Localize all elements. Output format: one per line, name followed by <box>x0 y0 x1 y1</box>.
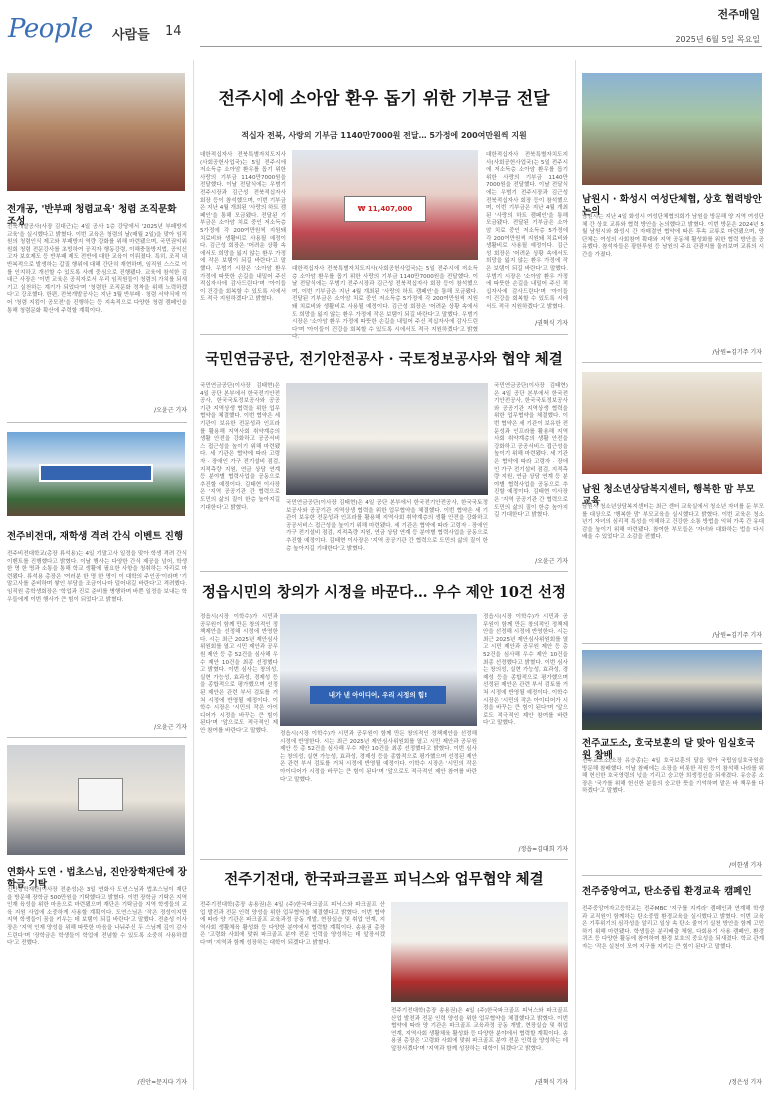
article-divider <box>582 362 762 363</box>
article-body: 정읍시(시장 이학수)가 시민과 공무원이 함께 만든 창의적인 정책제안을 선정해 시정에 반영한다. 시는 최근 2025년 제안심사위원회를 열고 시민 제안과 공무원 제안 등 총 52건을 심사해 우수 제안 10건을 최종 선정했다고 밝혔다. 이번 심사는 창의성, 실현 가능성, 효과성, 경제성 등을 종합적으로 평가했으며 선정된 제안은 관련 부서 검토를 거쳐 시정에 반영될 예정이다. 이학수 시장은 '시민의 작은 아이디어가 시정을 바꾸는 큰 힘이 된다'며 '앞으로도 적극적인 제안 참여를 바란다'고 말했다. <box>200 614 278 734</box>
page-header <box>0 0 768 52</box>
article-body-cont: 국민연금공단(이사장 김태현)은 4일 공단 본부에서 한국전기안전공사, 한국국토정보공사와 공공기관 지역상생 협력을 위한 업무협약을 체결했다. 이번 협약은 세 기관이 보유한 전문성과 인프라를 활용해 지역사회 취약계층의 생활 안전을 강화하고 공공서비스 접근성을 높이기 위해 마련됐다. 세 기관은 협약에 따라 고령자 · 장애인 가구 전기설비 점검, 지적측량 지원, 연금 상담 연계 등 분야별 협력사업을 공동으로 추진할 예정이다. 김태현 이사장은 '지역 공공기관 간 협력으로 도민의 삶의 질이 한층 높아지길 기대한다'고 밝혔다. <box>286 500 488 552</box>
article-body: 진안장학재단(이사장 전춘성)은 3일 연화사 도연스님과 법초스님이 재단을 방문해 장학금 500만원을 기탁했다고 밝혔다. 이번 장학금 기탁은 지역 인재 육성을 위한 마음으로 마련됐으며 재단은 기탁금을 지역 학생들의 교육 지원 사업에 소중하게 사용할 계획이다. 도연스님은 '작은 정성이지만 지역 학생들이 꿈을 키우는 데 보탬이 되길 바란다'고 말했다. 전춘성 이사장은 '지역 인재 양성을 위해 따뜻한 마음을 나눠주신 두 스님께 깊이 감사드린다'며 '장학금은 학생들이 학업에 전념할 수 있도록 소중히 사용하겠다'고 전했다. <box>7 887 187 947</box>
article-title: 전주중앙여고, 탄소중립 환경교육 캠페인 <box>582 886 752 897</box>
article-body: 전주교도소(소장 유승종)는 4일 호국보훈의 달을 맞아 국립임실호국원을 방문해 참배했다. 이날 참배에는 소장을 비롯한 직원 등이 참석해 나라를 위해 헌신한 호국영령의 넋을 기리고 숭고한 희생정신을 되새겼다. 유승종 소장은 '국가를 위해 헌신한 분들의 숭고한 뜻을 기억하며 맡은 바 책무를 다하겠다'고 말했다. <box>582 758 764 795</box>
article-body-cont: 정읍시(시장 이학수)가 시민과 공무원이 함께 만든 창의적인 정책제안을 선정해 시정에 반영한다. 시는 최근 2025년 제안심사위원회를 열고 시민 제안과 공무원 제안 등 총 52건을 심사해 우수 제안 10건을 최종 선정했다고 밝혔다. 이번 심사는 창의성, 실현 가능성, 효과성, 경제성 등을 종합적으로 평가했으며 선정된 제안은 관련 부서 검토를 거쳐 시정에 반영될 예정이다. 이학수 시장은 '시민의 작은 아이디어가 시정을 바꾸는 큰 힘이 된다'며 '앞으로도 적극적인 제안 참여를 바란다'고 말했다. <box>280 731 477 783</box>
article-photo <box>292 150 478 260</box>
article-title: 연화사 도연 · 법초스님, 진안장학재단에 장학금 기탁 <box>7 867 187 890</box>
article-photo <box>7 432 185 516</box>
column-divider-left <box>193 60 194 1090</box>
article-divider <box>200 571 568 572</box>
article-body: 남원시 청소년상담복지센터는 최근 센터 교육실에서 청소년 자녀를 둔 부모를 대상으로 '행복한 맘' 부모교육을 실시했다고 밝혔다. 이번 교육은 청소년기 자녀의 심리적 특성을 이해하고 건강한 소통 방법을 익혀 가족 간 유대감을 높이기 위해 마련됐다. 참여한 부모들은 '자녀와 대화하는 법을 다시 배울 수 있었다'고 소감을 전했다. <box>582 504 764 541</box>
header-rule <box>200 46 762 47</box>
article-byline: /남원=김기주 기자 <box>712 632 762 639</box>
article-body: 전북개발공사(사장 김대근)는 4일 공사 1층 강당에서 '2025년 부패방지 교육'을 실시했다고 밝혔다. 이번 교육은 청렴의 날(매월 2일)을 맞아 임직원의 청렴인식 제고와 부패방지 역량 강화를 위해 마련됐으며, 국민권익위원회 청렴 전문강사를 초빙하여 공직자 행동강령, 이해충돌방지법, 공익신고자 보호제도 등 반부패 제도 전반에 대한 교육이 이뤄졌다. 특히, 조직 내 반복적으로 발생하는 갑질 행위에 대해 간단히 재현하며, 임직원 스스로 이를 인지하고 개선할 수 있도록 사례 중심으로 진행됐다. 교육에 참석한 김대근 사장은 '이번 교육은 공직자로서 우리 임직원들이 청렴의 가치를 되새기고 실천하는 계기가 되었다'며 '청렴한 조직문화 정착을 위해 노력하겠다'고 강조했다. 한편, 전북개발공사는 지난 3월 반부패 · 청렴 서약식에 이어 '청렴 지킴이 공모전'을 진행하는 등 지속적으로 다양한 청렴 캠페인을 통해 청렴문화 확산에 주력할 계획이다. <box>7 224 187 314</box>
article-title: 남원시 · 화성시 여성단체협, 상호 협력방안 논의 <box>582 194 762 217</box>
section-brand: People <box>8 14 93 44</box>
article-byline: /오윤근 기자 <box>154 724 187 731</box>
article-byline: /남원=김기주 기자 <box>712 349 762 356</box>
paper-name: 전주매일 <box>717 8 760 21</box>
article-byline: /정은성 기자 <box>729 1079 762 1086</box>
article-byline: /권혁식 기자 <box>535 320 568 327</box>
article-photo <box>582 372 762 474</box>
article-byline: /정읍=김대희 기자 <box>518 846 568 853</box>
article-body: 전주비전대학교(총장 류석용)는 4일 기말고사 일정을 맞아 학생 격려 간식 이벤트를 진행했다고 밝혔다. 이날 행사는 다양한 간식 제공을 넘어, 학생 한 명 한 명과 소통을 통해 학교 생활에 필요한 사항을 청취하는 자리로 마련됐다. 류석용 총장은 '여러분 한 명 한 명이 이 대학의 주인공'이라며 '기말고사를 준비하며 쌓인 부담을 조금이나마 덜어내길 바란다'고 격려했다. 임직원 총학생회장은 '학업과 진로 준비를 병행하며 바쁜 일정을 보내는 학우들에게 이번 행사가 큰 힘이 되었다'고 밝혔다. <box>7 551 187 603</box>
subheadline: 적십자 전북, 사랑의 기부금 1140만7000원 전달… 5가정에 200여만원씩 지원 <box>241 131 527 140</box>
article-photo <box>7 73 185 191</box>
article-title: 전주비전대, 재학생 격려 간식 이벤트 진행 <box>7 531 184 542</box>
article-divider <box>7 737 187 738</box>
article-body: 남원시는 지난 4일 화성시 여성단체협의회가 남원을 방문해 양 지역 여성단체 간 상호 교류와 협력 방안을 논의했다고 밝혔다. 이번 방문은 2024년 5월 남원시와 화성시 간 자매결연 협약에 따른 후속 교류로 마련됐으며, 양 단체는 여성의 사회참여 확대와 지역 공동체 활성화를 위한 협력 방안을 공유했다. 참석자들은 광한루원 등 남원의 주요 관광지를 둘러보며 교류의 시간을 가졌다. <box>582 214 764 258</box>
article-photo <box>582 73 762 185</box>
article-byline: /이한샘 기자 <box>729 862 762 869</box>
headline: 정읍시민의 창의가 시정을 바꾼다… 우수 제안 10건 선정 <box>201 584 567 601</box>
article-divider <box>582 643 762 644</box>
article-body-cont: 대한적십자사 전북특별자치도지사(사회공헌사업국)는 5일 전주시에 저소득층 소아암 환우를 돕기 위한 사랑의 기부금 1140만7000원을 전달했다. 이날 전달식에는 우범기 전주시장과 김근성 전북적십자사 회장 등이 참석했으며, 이번 기부금은 지난 4월 개최된 '사랑의 하트 캠페인'을 통해 모금됐다. 전달된 기부금은 소아암 치료 중인 저소득층 5가정에 각 200여만원씩 지원돼 치료비와 생활비로 사용될 예정이다. 김근성 회장은 '어려운 상황 속에서도 희망을 잃지 않는 환우 가정에 작은 보탬이 되길 바란다'고 말했다. 우범기 시장은 '소아암 환우 가정에 따뜻한 손길을 내밀어 주신 적십자사에 감사드린다'며 '아이들이 건강을 회복할 수 있도록 시에서도 적극 지원하겠다'고 밝혔다. <box>292 266 478 341</box>
article-photo <box>582 650 762 730</box>
article-title: 전개공, '반부패 청렴교육' 청렴 조직문화 조성 <box>7 204 177 227</box>
article-body-cont: 전주기전대학(총장 송용권)은 4일 (주)한국파크골프 피닉스와 파크골프 산업 발전과 전문 인력 양성을 위한 업무협약을 체결했다고 밝혔다. 이번 협약에 따라 양 기관은 파크골프 교육과정 공동 개발, 현장실습 및 취업 연계, 지역사회 생활체육 활성화 등 다양한 분야에서 협력할 계획이다. 송용권 총장은 '고령화 사회에 맞춰 파크골프 분야 전문 인력을 양성하는 데 앞장서겠다'며 '지역과 함께 성장하는 대학이 되겠다'고 밝혔다. <box>391 1008 568 1052</box>
article-title: 남원 청소년상담복지센터, 행복한 맘 부모 교육 <box>582 484 755 507</box>
article-body-cont: 국민연금공단(이사장 김태현)은 4일 공단 본부에서 한국전기안전공사, 한국국토정보공사와 공공기관 지역상생 협력을 위한 업무협약을 체결했다. 이번 협약은 세 기관이 보유한 전문성과 인프라를 활용해 지역사회 취약계층의 생활 안전을 강화하고 공공서비스 접근성을 높이기 위해 마련됐다. 세 기관은 협약에 따라 고령자 · 장애인 가구 전기설비 점검, 지적측량 지원, 연금 상담 연계 등 분야별 협력사업을 공동으로 추진할 예정이다. 김태현 이사장은 '지역 공공기관 간 협력으로 도민의 삶의 질이 한층 높아지길 기대한다'고 밝혔다. <box>494 383 568 519</box>
donation-check: ₩ 11,407,000 <box>344 196 426 222</box>
event-banner <box>39 464 153 482</box>
article-divider <box>582 875 762 876</box>
column-divider-right <box>575 60 576 1090</box>
headline: 국민연금공단, 전기안전공사 · 국토정보공사와 협약 체결 <box>205 351 563 368</box>
article-title: 전주교도소, 호국보훈의 달 맞아 임실호국원 참배 <box>582 738 755 761</box>
article-body: 국민연금공단(이사장 김태현)은 4일 공단 본부에서 한국전기안전공사, 한국국토정보공사와 공공기관 지역상생 협력을 위한 업무협약을 체결했다. 이번 협약은 세 기관이 보유한 전문성과 인프라를 활용해 지역사회 취약계층의 생활 안전을 강화하고 공공서비스 접근성을 높이기 위해 마련됐다. 세 기관은 협약에 따라 고령자 · 장애인 가구 전기설비 점검, 지적측량 지원, 연금 상담 연계 등 분야별 협력사업을 공동으로 추진할 예정이다. 김태현 이사장은 '지역 공공기관 간 협력으로 도민의 삶의 질이 한층 높아지길 기대한다'고 밝혔다. <box>200 383 280 511</box>
headline: 전주시에 소아암 환우 돕기 위한 기부금 전달 <box>218 89 550 109</box>
article-photo <box>280 614 477 726</box>
article-body-cont: 정읍시(시장 이학수)가 시민과 공무원이 함께 만든 창의적인 정책제안을 선정해 시정에 반영한다. 시는 최근 2025년 제안심사위원회를 열고 시민 제안과 공무원 제안 등 총 52건을 심사해 우수 제안 10건을 최종 선정했다고 밝혔다. 이번 심사는 창의성, 실현 가능성, 효과성, 경제성 등을 종합적으로 평가했으며 선정된 제안은 관련 부서 검토를 거쳐 시정에 반영될 예정이다. 이학수 시장은 '시민의 작은 아이디어가 시정을 바꾸는 큰 힘이 된다'며 '앞으로도 적극적인 제안 참여를 바란다'고 말했다. <box>483 614 568 727</box>
article-divider <box>200 859 568 860</box>
donation-board <box>78 778 123 811</box>
article-body: 전주중앙여자고등학교는 전주MBC '지구를 지켜라' 캠페인과 연계해 학생과 교직원이 함께하는 탄소중립 환경교육을 실시했다고 밝혔다. 이번 교육은 기후위기의 심각성을 알리고 일상 속 탄소 줄이기 실천 방안을 함께 고민하기 위해 마련됐다. 학생들은 분리배출 체험, 다회용기 사용 캠페인, 환경 퀴즈 등 다양한 활동에 참여하며 환경 보호의 중요성을 되새겼다. 학교 관계자는 '작은 실천이 모여 지구를 지키는 큰 힘이 된다'고 말했다. <box>582 906 764 950</box>
article-byline: /오윤근 기자 <box>535 558 568 565</box>
article-body: 대한적십자사 전북특별자치도지사(사회공헌사업국)는 5일 전주시에 저소득층 소아암 환우를 돕기 위한 사랑의 기부금 1140만7000원을 전달했다. 이날 전달식에는 우범기 전주시장과 김근성 전북적십자사 회장 등이 참석했으며, 이번 기부금은 지난 4월 개최된 '사랑의 하트 캠페인'을 통해 모금됐다. 전달된 기부금은 소아암 치료 중인 저소득층 5가정에 각 200여만원씩 지원돼 치료비와 생활비로 사용될 예정이다. 김근성 회장은 '어려운 상황 속에서도 희망을 잃지 않는 환우 가정에 작은 보탬이 되길 바란다'고 말했다. 우범기 시장은 '소아암 환우 가정에 따뜻한 손길을 내밀어 주신 적십자사에 감사드린다'며 '아이들이 건강을 회복할 수 있도록 시에서도 적극 지원하겠다'고 밝혔다. <box>200 152 287 303</box>
article-photo <box>391 902 568 1002</box>
article-divider <box>200 334 568 335</box>
article-body: 전주기전대학(총장 송용권)은 4일 (주)한국파크골프 피닉스와 파크골프 산업 발전과 전문 인력 양성을 위한 업무협약을 체결했다고 밝혔다. 이번 협약에 따라 양 기관은 파크골프 교육과정 공동 개발, 현장실습 및 취업 연계, 지역사회 생활체육 활성화 등 다양한 분야에서 협력할 계획이다. 송용권 총장은 '고령화 사회에 맞춰 파크골프 분야 전문 인력을 양성하는 데 앞장서겠다'며 '지역과 함께 성장하는 대학이 되겠다'고 밝혔다. <box>200 902 385 946</box>
headline: 전주기전대, 한국파크골프 피닉스와 업무협약 체결 <box>224 871 544 888</box>
article-byline: /오윤근 기자 <box>154 407 187 414</box>
issue-date: 2025년 6월 5일 목요일 <box>675 35 760 44</box>
article-byline: /진안=문지다 기자 <box>137 1079 187 1086</box>
article-body-cont: 대한적십자사 전북특별자치도지사(사회공헌사업국)는 5일 전주시에 저소득층 소아암 환우를 돕기 위한 사랑의 기부금 1140만7000원을 전달했다. 이날 전달식에는 우범기 전주시장과 김근성 전북적십자사 회장 등이 참석했으며, 이번 기부금은 지난 4월 개최된 '사랑의 하트 캠페인'을 통해 모금됐다. 전달된 기부금은 소아암 치료 중인 저소득층 5가정에 각 200여만원씩 지원돼 치료비와 생활비로 사용될 예정이다. 김근성 회장은 '어려운 상황 속에서도 희망을 잃지 않는 환우 가정에 작은 보탬이 되길 바란다'고 말했다. 우범기 시장은 '소아암 환우 가정에 따뜻한 손길을 내밀어 주신 적십자사에 감사드린다'며 '아이들이 건강을 회복할 수 있도록 시에서도 적극 지원하겠다'고 밝혔다. <box>486 152 568 310</box>
article-divider <box>7 422 187 423</box>
article-byline: /권혁식 기자 <box>535 1079 568 1086</box>
page-number: 14 <box>165 24 182 39</box>
article-photo <box>7 745 185 855</box>
section-name: 사람들 <box>112 28 150 43</box>
suggestion-banner: 내가 낸 아이디어, 우리 시정의 힘! <box>310 686 446 704</box>
article-photo <box>286 383 488 495</box>
